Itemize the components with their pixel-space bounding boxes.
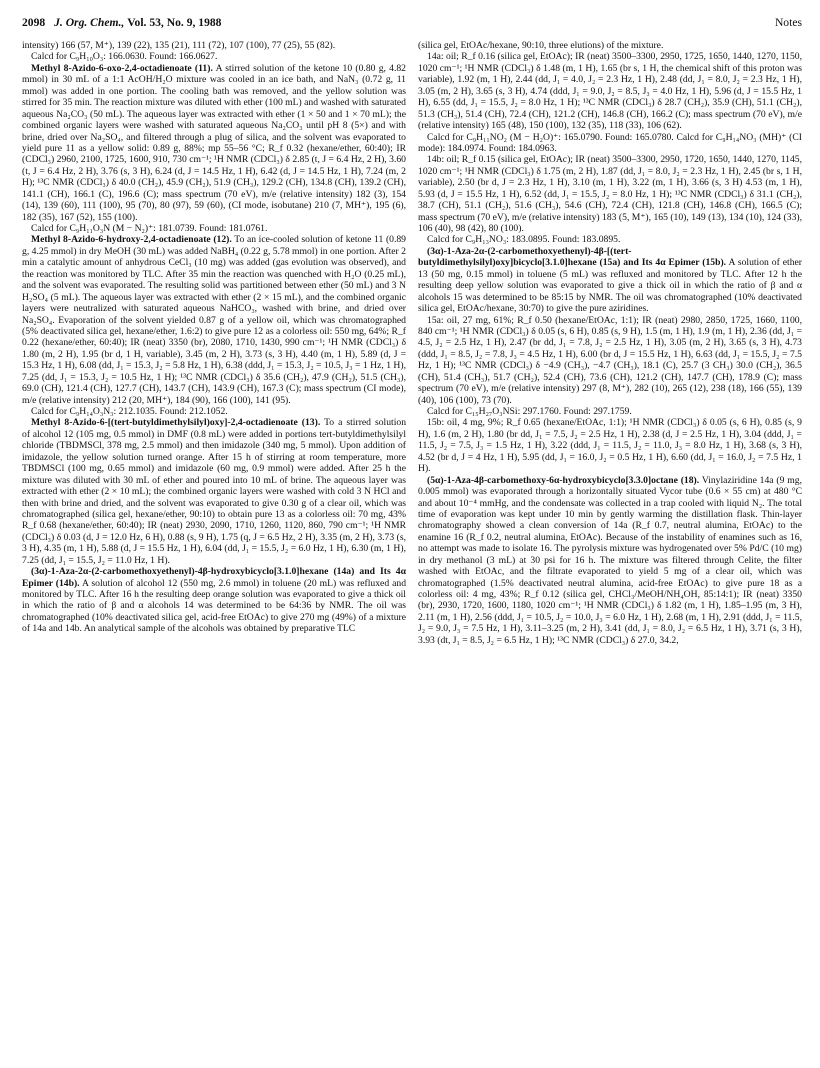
- paragraph-text: A solution of alcohol 12 (550 mg, 2.6 mmol) in toluene (20 mL) was refluxed and monitored by TLC. After 16 h the resulting deep orange solution was evaporated to give a thick oil in which the ratio of β and α alcohols 14 was determined to be 64:36 by NMR. The oil was chromatographed (10% deactivated silica gel, acid-free EtOAc) to give 270 mg (49%) of a mixture of 14a and 14b. An analytical sample of the alcohols was obtained by preparative TLC: [22, 577, 407, 635]
- paragraph-text: Calcd for C₉H₁₁O₃N (M − N₂)⁺: 181.0739. Found: 181.0761.: [31, 223, 268, 234]
- compound-heading: (3α)-1-Aza-2α-(2-carbomethoxyethenyl)-4β-hydroxybicyclo[3.1.0]hexane (14a) and Its 4α Epimer (14b).: [22, 566, 406, 589]
- paragraph: [22, 234, 406, 406]
- paragraph: [418, 234, 802, 245]
- paragraph: [418, 315, 802, 407]
- journal-name: J. Org. Chem.,: [54, 16, 125, 29]
- compound-heading: Methyl 8-Azido-6-oxo-2,4-octadienoate (11).: [31, 62, 213, 74]
- paragraph-text: Calcd for C₉H₁₃NO₃: 183.0895. Found: 183.0895.: [427, 234, 621, 246]
- paragraph-text: (silica gel, EtOAc/hexane, 90:10, three elutions) of the mixture.: [418, 40, 664, 51]
- compound-heading: (3α)-1-Aza-2α-(2-carbomethoxyethenyl)-4β-[(tert-butyldimethylsilyl)oxy]bicyclo[3.1.0]hexane (15a) and Its 4α Epimer (15b).: [418, 245, 727, 269]
- paragraph: [22, 63, 406, 223]
- page-header: [22, 16, 802, 34]
- paragraph-text: Calcd for C₁₅H₂₇O₃NSi: 297.1760. Found: 297.1759.: [427, 406, 632, 417]
- paragraph: [418, 40, 802, 51]
- paragraph-text: Calcd for C₉H₁₁NO₂ (M − H₂O)⁺: 165.0790. Found: 165.0780. Calcd for C₉H₁₄NO₃ (MH)⁺ (CI mode): 184.0974. Found: 184.0963.: [418, 131, 802, 154]
- right-column: [418, 40, 802, 646]
- page-number: 2098: [22, 16, 46, 29]
- paragraph-text: A solution of ether 13 (50 mg, 0.15 mmol) in toluene (5 mL) was refluxed and monitored by TLC. After 12 h the resulting deep yellow solution was evaporated to give a thick oil in which the ratio of β and α alcohols 15 was determined to be 85:15 by NMR. The oil was chromatographed (10% deactivated silica gel, EtOAc/hexane, 30:70) to give the pure aziridines.: [418, 257, 802, 315]
- paragraph: [22, 417, 406, 566]
- paragraph: [418, 132, 802, 155]
- paragraph-text: Calcd for C₉H₁₄O₃N₃: 212.1035. Found: 212.1052.: [31, 406, 228, 417]
- paragraph-text: 15a: oil, 27 mg, 61%; R_f 0.50 (hexane/EtOAc, 1:1); IR (neat) 2980, 2850, 1725, 1660, 1100, 840 cm⁻¹; ¹H NMR (CDCl₃) δ 0.05 (s, 6 H), 0.85 (s, 9 H), 1.5 (m, 1 H), 1.9 (m, 1 H), 2.36 (dd, J₁ = 4.5, J₂ = 2.5 Hz, 1 H), 2.47 (br dd, J₁ = 7.8, J₂ = 2.5 Hz, 1 H), 3.05 (m, 2 H), 3.65 (s, 3 H), 4.73 (ddd, J₁ = 8.5, J₂ = 7.8, J₃ = 4.5 Hz, 1 H), 6.00 (br d, J = 15.5 Hz, 1 H), 6.63 (dd, J₁ = 15.5, J₂ = 7.5 Hz, 1 H); ¹³C NMR (CDCl₃) δ −4.9 (CH₃), −4.7 (CH₃), 18.1 (C), 25.7 (3 CH₃) 30.0 (CH₂), 36.5 (CH), 51.4 (CH₃), 51.7 (CH₂), 52.4 (CH), 73.6 (CH), 121.2 (CH), 147.7 (CH), 178.9 (C); mass spectrum (70 eV), m/e (relative intensity) 297 (8, M⁺), 282 (10), 265 (12), 238 (18), 166 (55), 139 (40), 106 (100), 73 (70).: [418, 314, 802, 406]
- journal-volume: Vol. 53, No. 9, 1988: [127, 16, 222, 29]
- paragraph-text: 14a: oil; R_f 0.16 (silica gel, EtOAc); IR (neat) 3500–3300, 2950, 1725, 1650, 1440, 1270, 1150, 1020 cm⁻¹; ¹H NMR (CDCl₃) δ 1.48 (m, 1 H), 1.65 (br s, 1 H, the chemical shift of this proton was variable), 1.92 (m, 1 H), 2.44 (dd, J₁ = 4.0, J₂ = 2.3 Hz, 1 H), 2.48 (dd, J₁ = 8.0, J₂ = 2.3 Hz, 1 H), 3.05 (m, 2 H), 3.65 (s, 3 H), 4.74 (ddd, J₁ = 9.0, J₂ = 8.5, J₃ = 4.0 Hz, 1 H), 5.96 (d, J = 15.5 Hz, 1 H), 6.55 (dd, J₁ = 15.5, J₂ = 8.0 Hz, 1 H); ¹³C NMR (CDCl₃) δ 28.7 (CH₂), 35.9 (CH), 51.1 (CH₂), 51.3 (CH₃), 51.4 (CH), 72.4 (CH), 121.2 (CH), 146.8 (CH), 166.2 (C); mass spectrum (70 eV), m/e (relative intensity) 165 (48), 150 (100), 132 (35), 118 (33), 106 (62).: [418, 51, 802, 132]
- paragraph: [418, 475, 802, 647]
- paragraph: [418, 417, 802, 474]
- paragraph-text: 14b: oil; R_f 0.15 (silica gel, EtOAc); IR (neat) 3500–3300, 2950, 1720, 1650, 1440, 1270, 1145, 1020 cm⁻¹; ¹H NMR (CDCl₃) δ 1.75 (m, 2 H), 1.87 (dd, J₁ = 8.0, J₂ = 2.3 Hz, 1 H), 2.45 (br s, 1 H, variable), 2.50 (br d, J = 2.3 Hz, 1 H), 3.10 (m, 1 H), 3.22 (m, 1 H), 3.66 (s, 3 H) 4.53 (m, 1 H), 5.93 (d, J = 15.5 Hz, 1 H), 6.52 (dd, J₁ = 15.5, J₂ = 8.0 Hz, 1 H); ¹³C NMR (CDCl₃) δ 31.1 (CH₂), 38.7 (CH), 51.1 (CH₂), 51.6 (CH₃), 54.6 (CH), 72.4 (CH), 121.8 (CH), 146.8 (CH), 166.5 (C); mass spectrum (70 eV), m/e (relative intensity) 183 (5, M⁺), 165 (10), 149 (13), 134 (10), 124 (33), 106 (40), 98 (42), 80 (100).: [418, 154, 802, 234]
- left-column: [22, 40, 406, 635]
- paragraph: [22, 406, 406, 417]
- paragraph: [418, 246, 802, 315]
- paragraph: [22, 40, 406, 51]
- paragraph-text: intensity) 166 (57, M⁺), 139 (22), 135 (21), 111 (72), 107 (100), 77 (25), 55 (82).: [22, 40, 336, 51]
- compound-heading: Methyl 8-Azido-6-[(tert-butyldimethylsilyl)oxy]-2,4-octadienoate (13).: [31, 417, 321, 429]
- paragraph-text: To a stirred solution of alcohol 12 (105 mg, 0.5 mmol) in DMF (0.8 mL) were added in portions tert-butyldimethylsilyl chloride (TBDMSCl, 378 mg, 2.5 mmol) and then imidazole (340 mg, 5 mmol). Upon addition of imidazole, the yellow solution turned orange. After 15 h of stirring at room temperature, more TBDMSCl (100 mg, 0.65 mmol) and imidazole (60 mg, 0.9 mmol) were added. After 25 h the mixture was diluted with 30 mL of ether and poured into 10 mL of brine. The aqueous layer was extracted with ether (2 × 10 mL); the combined organic layers were washed with cold 3 N HCl and then with brine and dried, and the solvent was evaporated to give 0.30 g of a clear oil, which was chromatographed (silica gel, hexane/ether, 90:10) to obtain pure 13 as a colorless oil: 70 mg, 43% R_f 0.68 (hexane/ether, 60:40); IR (neat) 2930, 2090, 1710, 1260, 1120, 860, 790 cm⁻¹; ¹H NMR (CDCl₃) δ 0.03 (d, J = 12.0 Hz, 6 H), 0.88 (s, 9 H), 1.75 (q, J = 6.5 Hz, 2 H), 3.35 (m, 2 H), 3.73 (s, 3 H), 4.35 (m, 1 H), 5.88 (d, J = 15.5 Hz, 1 H), 6.04 (dd, J₁ = 15.5, J₂ = 6.0 Hz, 1 H), 6.30 (m, 1 H), 7.25 (dd, J₁ = 15.5, J₂ = 11.0 Hz, 1 H).: [22, 417, 407, 566]
- paragraph-text: To an ice-cooled solution of ketone 11 (0.89 g, 4.25 mmol) in dry MeOH (30 mL) was added NaBH₄ (0.22 g, 5.78 mmol) in one portion. After 2 min a catalytic amount of anhydrous CeCl₃ (10 mg) was added (gas evolution was observed), and the reaction was monitored by TLC. After 35 min the reaction was quenched with H₂O (0.25 mL), and the solvent was evaporated. The resulting solid was partitioned between ether (50 mL) and 3 N H₂SO₄ (5 mL). The aqueous layer was extracted with ether (2 × 15 mL), and the combined organic layers were neutralized with saturated aqueous NaHCO₃, washed with brine, and dried over Na₂SO₄. Evaporation of the solvent yielded 0.87 g of a yellow oil, which was chromatographed (5% deactivated silica gel, hexane/ether, 1.6:2) to give pure 12 as a colorless oil: 550 mg, 64%; R_f 0.22 (hexane/ether, 60:40); IR (neat) 3350 (br), 2080, 1710, 1430, 990 cm⁻¹; ¹H NMR (CDCl₃) δ 1.80 (m, 2 H), 1.95 (br d, 1 H, variable), 3.45 (m, 2 H), 3.73 (s, 3 H), 4.40 (m, 1 H), 5.89 (d, J = 15.3 Hz, 1 H), 6.08 (dd, J₁ = 15.3, J₂ = 5.8 Hz, 1 H), 6.38 (ddd, J₁ = 15.3, J₂ = 10.5, J₃ = 1 Hz, 1 H), 7.25 (dd, J₁ = 15.3, J₂ = 10.5 Hz, 1 H); ¹³C NMR (CDCl₃) δ 35.6 (CH₂), 47.9 (CH₂), 51.5 (CH₃), 69.0 (CH), 121.4 (CH), 127.7 (CH), 143.7 (CH), 143.9 (CH), 167.3 (C); mass spectrum (CI mode), m/e (relative intensity) 212 (20, MH⁺), 184 (90), 166 (100), 141 (95).: [22, 234, 406, 406]
- paragraph: [22, 51, 406, 62]
- compound-heading: (5α)-1-Aza-4β-carbomethoxy-6α-hydroxybicyclo[3.3.0]octane (18).: [427, 474, 700, 486]
- paragraph: [418, 406, 802, 417]
- paragraph: [418, 154, 802, 234]
- paragraph-text: Vinylaziridine 14a (9 mg, 0.005 mmol) was evaporated through a horizontally situated Vycor tube (0.6 × 55 cm) at 480 °C and about 10⁻⁴ mmHg, and the condensate was collected in a trap cooled with liquid N₂. The total time of evaporation was kept under 10 min by gently warming the distillation flask. Thin-layer chromatography showed a clean conversion of 14a (R_f 0.7, neutral alumina, EtOAc) to the enamine 16 (R_f 0.2, neutral alumina, EtOAc). Because of the instability of enamines such as 16, no attempt was made to isolate 16. The pyrolysis mixture was hydrogenated over 5% Pd/C (10 mg) in dry methanol (3 mL) at 30 psi for 16 h. The mixture was filtered through Celite, the filter washed with EtOAc, and the filtrate evaporated to yield 5 mg of a clear oil, which was chromatographed (1.5% deactivated neutral alumina, acid-free EtOAc) to give pure 18 as a colorless oil: 4 mg, 43%; R_f 0.12 (silica gel, CHCl₃/MeOH/NH₄OH, 85:14:1); IR (neat) 3350 (br), 2930, 1720, 1600, 1180, 1020 cm⁻¹; ¹H NMR (CDCl₃) δ 1.82 (m, 1 H), 1.85–1.95 (m, 3 H), 2.11 (m, 1 H), 2.56 (ddd, J₁ = 10.5, J₂ = 10.0, J₃ = 6.0 Hz, 1 H), 2.68 (m, 1 H), 2.91 (ddd, J₁ = 11.5, J₂ = 9.0, J₃ = 7.5 Hz, 1 H), 3.11–3.25 (m, 2 H), 3.41 (dd, J₁ = 8.0, J₂ = 6.5 Hz, 1 H), 3.71 (s, 3 H), 3.93 (dt, J₁ = 8.5, J₂ = 6.5 Hz, 1 H); ¹³C NMR (CDCl₃) δ 27.0, 34.2,: [418, 474, 802, 646]
- paragraph-text: 15b: oil, 4 mg, 9%; R_f 0.65 (hexane/EtOAc, 1:1); ¹H NMR (CDCl₃) δ 0.05 (s, 6 H), 0.85 (s, 9 H), 1.6 (m, 2 H), 1.80 (br dd, J₁ = 7.5, J₂ = 2.5 Hz, 1 H), 2.38 (d, J = 2.5 Hz, 1 H), 3.04 (ddd, J₁ = 11.5, J₂ = 7.5, J₃ = 1.5 Hz, 1 H), 3.22 (ddd, J₁ = 11.5, J₂ = 11.0, J₃ = 8.0 Hz, 1 H), 3.68 (s, 3 H), 4.52 (br d, J = 4 Hz, 1 H), 5.95 (dd, J₁ = 16.0, J₂ = 0.5 Hz, 1 H), 6.60 (dd, J₁ = 16.0, J₂ = 7.5 Hz, 1 H).: [418, 417, 802, 475]
- paragraph: [22, 223, 406, 234]
- paragraph-text: Calcd for C₉H₁₀O₃: 166.0630. Found: 166.0627.: [31, 51, 218, 63]
- paragraph-text: A stirred solution of the ketone 10 (0.80 g, 4.82 mmol) in 30 mL of a 1:1 AcOH/H₂O mixture was cooled in an ice bath, and NaN₃ (0.72 g, 11 mmol) was added in one portion. The cooling bath was removed, and the yellow solution was stirred for 35 min. The reaction mixture was diluted with ether (100 mL) and washed with saturated aqueous Na₂CO₃ (50 mL). The aqueous layer was extracted with ether (1 × 50 and 1 × 70 mL); the combined organic layers were washed with saturated aqueous Na₂CO₃ until pH 8 (5×) and with brine, dried over Na₂SO₄, and filtered through a plug of silica, and the solvent was evaporated to yield pure 11 as a yellow solid: 0.89 g, 88%; mp 55–56 °C; R_f 0.32 (hexane/ether, 60:40); IR (CDCl₃) 2960, 2100, 1725, 1600, 910, 730 cm⁻¹; ¹H NMR (CDCl₃) δ 2.85 (t, J = 6.4 Hz, 2 H), 3.60 (t, J = 6.4 Hz, 2 H), 3.76 (s, 3 H), 6.24 (d, J = 14.5 Hz, 1 H), 6.42 (d, J = 14.5 Hz, 1 H), 7.24 (m, 2 H); ¹³C NMR (CDCl₃) δ 40.0 (CH₂), 45.9 (CH₂), 51.9 (CH₃), 129.2 (CH), 134.8 (CH), 139.2 (CH), 141.1 (CH), 166.1 (C), 196.6 (C); mass spectrum (70 eV), m/e (relative intensity) 182 (3), 154 (14), 139 (60), 111 (100), 95 (70), 80 (97), 59 (60), (CI mode, isobutane) 210 (7, MH⁺), 195 (6), 182 (35), 167 (52), 155 (100).: [22, 62, 406, 223]
- paragraph: [418, 51, 802, 131]
- paragraph: [22, 566, 406, 635]
- compound-heading: Methyl 8-Azido-6-hydroxy-2,4-octadienoate (12).: [31, 234, 232, 246]
- section-label: Notes: [774, 16, 802, 29]
